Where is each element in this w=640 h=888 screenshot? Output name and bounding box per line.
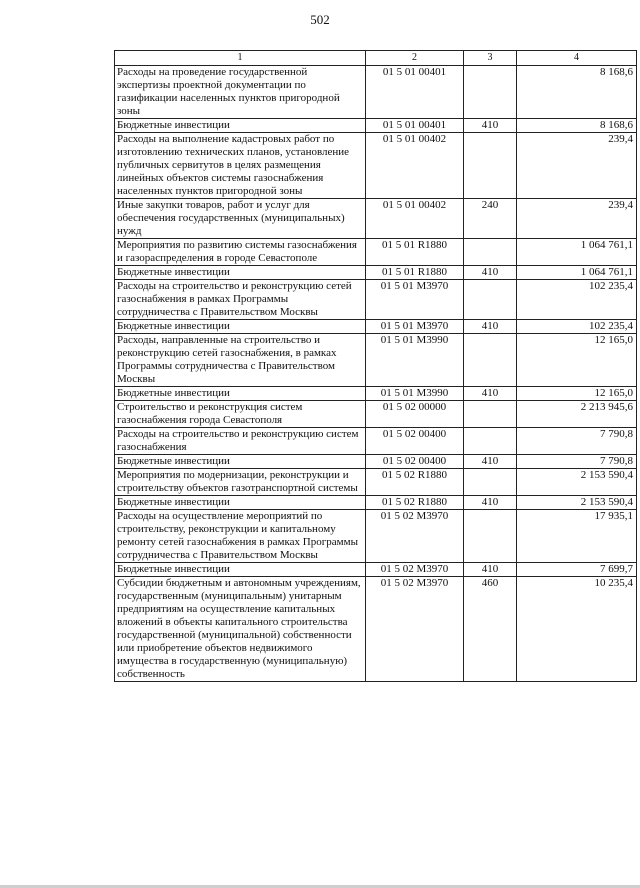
column-header: 4: [517, 51, 637, 66]
amount-cell: 2 213 945,6: [517, 401, 637, 428]
amount-cell: 1 064 761,1: [517, 266, 637, 280]
amount-cell: 102 235,4: [517, 320, 637, 334]
expense-name-cell: Расходы на строительство и реконструкцию сетей газоснабжения в рамках Программы сотрудничества с Правительством Москвы: [115, 280, 366, 320]
table-row: [115, 401, 637, 428]
budget-table: [114, 50, 637, 682]
target-code-cell: 01 5 02 R1880: [366, 469, 464, 496]
expense-type-cell: 240: [464, 199, 517, 239]
table-row: [115, 119, 637, 133]
expense-type-cell: [464, 428, 517, 455]
expense-type-cell: 410: [464, 455, 517, 469]
table-body: [115, 66, 637, 682]
expense-name-cell: Мероприятия по развитию системы газоснабжения и газораспределения в городе Севастополе: [115, 239, 366, 266]
table-row: [115, 239, 637, 266]
amount-cell: 12 165,0: [517, 334, 637, 387]
expense-type-cell: [464, 280, 517, 320]
expense-name-cell: Бюджетные инвестиции: [115, 266, 366, 280]
expense-name-cell: Расходы на проведение государственной экспертизы проектной документации по газификации населенных пунктов пригородной зоны: [115, 66, 366, 119]
column-header: 2: [366, 51, 464, 66]
amount-cell: 2 153 590,4: [517, 469, 637, 496]
table-row: [115, 428, 637, 455]
amount-cell: 17 935,1: [517, 510, 637, 563]
expense-name-cell: Бюджетные инвестиции: [115, 496, 366, 510]
column-header: 3: [464, 51, 517, 66]
expense-type-cell: 410: [464, 563, 517, 577]
amount-cell: 1 064 761,1: [517, 239, 637, 266]
target-code-cell: 01 5 02 М3970: [366, 510, 464, 563]
table-row: [115, 320, 637, 334]
target-code-cell: 01 5 02 00400: [366, 428, 464, 455]
target-code-cell: 01 5 02 00000: [366, 401, 464, 428]
column-header: 1: [115, 51, 366, 66]
expense-type-cell: [464, 469, 517, 496]
amount-cell: 12 165,0: [517, 387, 637, 401]
target-code-cell: 01 5 02 М3970: [366, 563, 464, 577]
expense-name-cell: Мероприятия по модернизации, реконструкции и строительству объектов газотранспортной системы: [115, 469, 366, 496]
expense-name-cell: Бюджетные инвестиции: [115, 119, 366, 133]
table-row: [115, 496, 637, 510]
expense-name-cell: Иные закупки товаров, работ и услуг для обеспечения государственных (муниципальных) нужд: [115, 199, 366, 239]
expense-type-cell: [464, 510, 517, 563]
expense-name-cell: Бюджетные инвестиции: [115, 320, 366, 334]
target-code-cell: 01 5 01 R1880: [366, 266, 464, 280]
table-row: [115, 334, 637, 387]
expense-name-cell: Субсидии бюджетным и автономным учреждениям, государственным (муниципальным) унитарным предприятиям на осуществление капитальных вложений в объекты капитального строительства государственной (муниципальной) собственности или приобретение объектов недвижимого имущества в государственную (муниципальную) собственность: [115, 577, 366, 682]
expense-type-cell: 410: [464, 320, 517, 334]
target-code-cell: 01 5 02 М3970: [366, 577, 464, 682]
target-code-cell: 01 5 01 00401: [366, 119, 464, 133]
target-code-cell: 01 5 01 М3970: [366, 280, 464, 320]
target-code-cell: 01 5 01 М3990: [366, 387, 464, 401]
table-row: [115, 387, 637, 401]
table-row: [115, 266, 637, 280]
amount-cell: 239,4: [517, 133, 637, 199]
expense-name-cell: Расходы на выполнение кадастровых работ по изготовлению технических планов, установление публичных сервитутов в целях размещения линейных объектов системы газоснабжения населенных пунктов пригородной зоны: [115, 133, 366, 199]
expense-type-cell: [464, 239, 517, 266]
table-row: [115, 469, 637, 496]
table-row: [115, 199, 637, 239]
expense-name-cell: Бюджетные инвестиции: [115, 455, 366, 469]
table-row: [115, 133, 637, 199]
expense-type-cell: [464, 66, 517, 119]
target-code-cell: 01 5 01 R1880: [366, 239, 464, 266]
amount-cell: 7 790,8: [517, 455, 637, 469]
table-row: [115, 66, 637, 119]
expense-type-cell: [464, 401, 517, 428]
expense-type-cell: 410: [464, 387, 517, 401]
target-code-cell: 01 5 01 М3970: [366, 320, 464, 334]
table-header-row: [115, 51, 637, 66]
page-number: 502: [310, 12, 330, 27]
expense-name-cell: Строительство и реконструкция систем газоснабжения города Севастополя: [115, 401, 366, 428]
expense-type-cell: [464, 334, 517, 387]
expense-type-cell: 410: [464, 266, 517, 280]
table-row: [115, 510, 637, 563]
table-row: [115, 577, 637, 682]
expense-name-cell: Бюджетные инвестиции: [115, 387, 366, 401]
target-code-cell: 01 5 01 М3990: [366, 334, 464, 387]
expense-name-cell: Бюджетные инвестиции: [115, 563, 366, 577]
amount-cell: 239,4: [517, 199, 637, 239]
amount-cell: 7 699,7: [517, 563, 637, 577]
target-code-cell: 01 5 01 00402: [366, 199, 464, 239]
table-row: [115, 280, 637, 320]
expense-name-cell: Расходы на строительство и реконструкцию систем газоснабжения: [115, 428, 366, 455]
amount-cell: 8 168,6: [517, 119, 637, 133]
amount-cell: 8 168,6: [517, 66, 637, 119]
expense-type-cell: [464, 133, 517, 199]
expense-name-cell: Расходы, направленные на строительство и реконструкцию сетей газоснабжения, в рамках Программы сотрудничества с Правительством Москвы: [115, 334, 366, 387]
target-code-cell: 01 5 02 00400: [366, 455, 464, 469]
target-code-cell: 01 5 01 00402: [366, 133, 464, 199]
target-code-cell: 01 5 01 00401: [366, 66, 464, 119]
amount-cell: 102 235,4: [517, 280, 637, 320]
table-row: [115, 455, 637, 469]
expense-name-cell: Расходы на осуществление мероприятий по строительству, реконструкции и капитальному ремонту сетей газоснабжения в рамках Программы сотрудничества с Правительством Москвы: [115, 510, 366, 563]
amount-cell: 10 235,4: [517, 577, 637, 682]
target-code-cell: 01 5 02 R1880: [366, 496, 464, 510]
expense-type-cell: 410: [464, 496, 517, 510]
expense-type-cell: 460: [464, 577, 517, 682]
amount-cell: 7 790,8: [517, 428, 637, 455]
expense-type-cell: 410: [464, 119, 517, 133]
table-row: [115, 563, 637, 577]
amount-cell: 2 153 590,4: [517, 496, 637, 510]
